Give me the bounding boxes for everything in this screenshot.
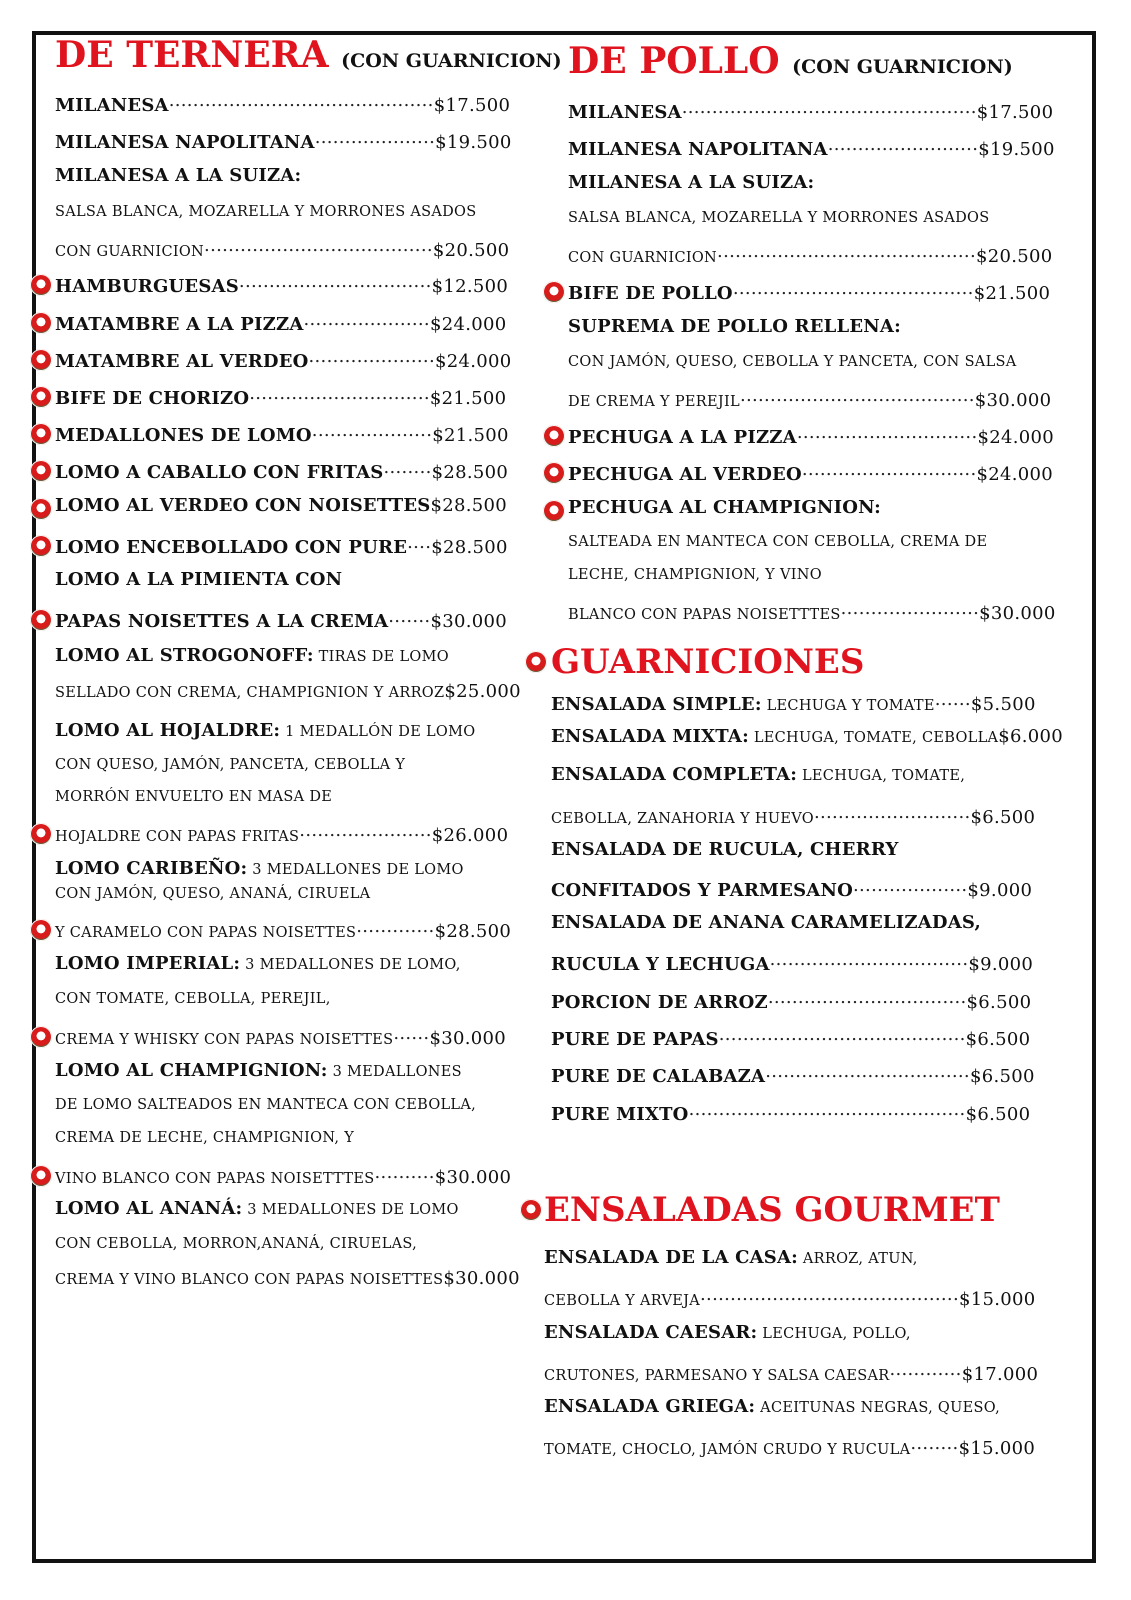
pizza-badge-icon <box>543 500 565 522</box>
item-description: CON QUESO, JAMÓN, PANCETA, CEBOLLA Y <box>55 757 406 773</box>
menu-item-line <box>55 383 506 409</box>
item-price: $17.500 <box>976 102 1054 123</box>
item-price: $28.500 <box>434 921 512 942</box>
dot-leader: ............................................ <box>168 90 434 111</box>
item-description: BLANCO CON PAPAS NOISETTTES <box>568 607 841 623</box>
item-description: CREMA Y WHISKY CON PAPAS NOISETTES <box>55 1032 394 1048</box>
pizza-badge-icon <box>30 1165 52 1187</box>
item-price: $26.000 <box>431 825 509 846</box>
item-name: MATAMBRE A LA PIZZA <box>55 314 304 335</box>
menu-item-line <box>55 1023 506 1049</box>
pizza-badge-icon <box>543 462 565 484</box>
menu-item-line <box>55 883 370 902</box>
dot-leader: ............ <box>889 1359 962 1380</box>
item-price: $28.500 <box>430 495 508 516</box>
ternera-title: DE TERNERA <box>55 34 329 76</box>
item-name: ENSALADA DE RUCULA, CHERRY <box>551 839 899 860</box>
item-price: $19.500 <box>435 132 512 153</box>
dot-leader: ...... <box>934 689 971 710</box>
pizza-badge-icon <box>30 386 52 408</box>
pollo-title: DE POLLO <box>568 40 780 82</box>
pollo-heading <box>568 40 1013 82</box>
menu-item-line <box>568 172 814 193</box>
menu-item-line <box>55 953 461 974</box>
ternera-subtitle: (CON GUARNICION) <box>341 50 562 72</box>
item-price: $12.500 <box>431 276 509 297</box>
dot-leader: ........................................ <box>732 278 974 299</box>
menu-item-line <box>55 1060 462 1081</box>
dot-leader: .......................... <box>813 802 971 823</box>
dot-leader: ...................................... <box>204 235 433 256</box>
item-price: $24.000 <box>977 427 1055 448</box>
menu-item-line <box>568 134 1055 160</box>
item-price: $20.500 <box>975 246 1053 267</box>
item-description: CON JAMÓN, QUESO, CEBOLLA Y PANCETA, CON SALSA <box>568 354 1017 370</box>
menu-item-line <box>568 564 822 583</box>
dot-leader: ........ <box>910 1433 959 1454</box>
item-price: $21.500 <box>973 283 1051 304</box>
dot-leader: ..................... <box>303 309 430 330</box>
item-description: LECHUGA, POLLO, <box>757 1326 911 1342</box>
pizza-badge-icon <box>520 1199 542 1221</box>
pizza-badge-icon <box>30 498 52 520</box>
item-name: BIFE DE POLLO <box>568 283 733 304</box>
pizza-badge-icon <box>30 609 52 631</box>
dot-leader: ....... <box>388 606 431 627</box>
guarniciones-title: GUARNICIONES <box>551 642 865 682</box>
pizza-badge-icon <box>30 1026 52 1048</box>
dot-leader: ................................. <box>769 949 969 970</box>
pizza-badge-icon <box>30 460 52 482</box>
menu-item-line <box>551 726 1063 747</box>
dot-leader: ........................................... <box>717 241 976 262</box>
item-description: 3 MEDALLONES DE LOMO, <box>240 957 461 973</box>
pollo-subtitle: (CON GUARNICION) <box>792 56 1013 78</box>
item-description: LECHUGA, TOMATE, CEBOLLA <box>748 730 999 746</box>
menu-item-line <box>568 598 1056 624</box>
dot-leader: ..................... <box>308 346 435 367</box>
menu-item-line <box>55 420 509 446</box>
menu-item-line <box>55 1268 520 1289</box>
item-price: $30.000 <box>974 390 1052 411</box>
item-name: RUCULA Y LECHUGA <box>551 954 770 975</box>
item-description: TIRAS DE LOMO <box>313 649 449 665</box>
dot-leader: .................... <box>314 127 436 148</box>
menu-item-line <box>568 497 881 518</box>
dot-leader: ................................ <box>238 271 432 292</box>
dot-leader: ....................................... <box>739 385 975 406</box>
dot-leader: .................................. <box>765 1061 970 1082</box>
item-price: $19.500 <box>978 139 1055 160</box>
item-name: LOMO ENCEBOLLADO CON PURE <box>55 537 408 558</box>
item-description: SELLADO CON CREMA, CHAMPIGNION Y ARROZ <box>55 685 445 701</box>
item-description: CON GUARNICION <box>55 244 205 260</box>
item-description: SALTEADA EN MANTECA CON CEBOLLA, CREMA DE <box>568 534 988 550</box>
item-price: $6.500 <box>965 1029 1031 1050</box>
menu-item-line <box>55 346 512 372</box>
item-description: TOMATE, CHOCLO, JAMÓN CRUDO Y RUCULA <box>544 1442 911 1458</box>
item-price: $6.500 <box>965 1104 1031 1125</box>
menu-item-line <box>568 207 989 226</box>
item-price: $30.000 <box>979 603 1056 624</box>
menu-item-line <box>55 988 331 1007</box>
item-price: $28.500 <box>431 462 509 483</box>
item-name: MILANESA A LA SUIZA: <box>55 165 302 186</box>
item-name: PECHUGA AL VERDEO <box>568 464 802 485</box>
menu-item-line <box>55 786 332 805</box>
item-price: $21.500 <box>429 388 507 409</box>
item-price: $21.500 <box>432 425 509 446</box>
menu-item-line <box>551 949 1033 975</box>
dot-leader: ........ <box>383 457 432 478</box>
menu-item-line <box>55 754 405 773</box>
item-description: CON TOMATE, CEBOLLA, PEREJIL, <box>55 991 331 1007</box>
item-price: $6.500 <box>969 1066 1035 1087</box>
item-name: MILANESA A LA SUIZA: <box>568 172 815 193</box>
dot-leader: .... <box>407 532 432 553</box>
dot-leader: ................... <box>853 875 968 896</box>
item-name: MILANESA <box>55 95 169 116</box>
item-name: ENSALADA DE LA CASA: <box>544 1247 798 1268</box>
item-name: CONFITADOS Y PARMESANO <box>551 880 853 901</box>
menu-item-line <box>544 1359 1038 1385</box>
item-price: $24.000 <box>434 351 512 372</box>
menu-item-line <box>55 127 512 153</box>
item-price: $24.000 <box>429 314 507 335</box>
menu-item-line <box>55 235 509 261</box>
item-description: LECHE, CHAMPIGNION, Y VINO <box>568 567 822 583</box>
item-name: ENSALADA SIMPLE: <box>551 694 762 715</box>
menu-item-line <box>568 422 1054 448</box>
item-name: LOMO AL STROGONOFF: <box>55 645 314 666</box>
pizza-badge-icon <box>543 281 565 303</box>
ternera-heading <box>55 34 562 76</box>
dot-leader: ............................. <box>801 459 977 480</box>
item-price: $30.000 <box>430 611 507 632</box>
item-description: DE LOMO SALTEADOS EN MANTECA CON CEBOLLA, <box>55 1097 477 1113</box>
menu-item-line <box>568 278 1050 304</box>
item-description: DE CREMA Y PEREJIL <box>568 394 740 410</box>
item-description: CON GUARNICION <box>568 250 718 266</box>
item-name: BIFE DE CHORIZO <box>55 388 250 409</box>
item-name: MILANESA NAPOLITANA <box>55 132 315 153</box>
menu-item-line <box>544 1284 1036 1310</box>
item-price: $25.000 <box>444 681 521 702</box>
item-price: $15.000 <box>958 1438 1036 1459</box>
pizza-badge-icon <box>30 274 52 296</box>
item-description: VINO BLANCO CON PAPAS NOISETTTES <box>55 1171 375 1187</box>
item-name: ENSALADA CAESAR: <box>544 1322 758 1343</box>
item-name: PECHUGA AL CHAMPIGNION: <box>568 497 881 518</box>
menu-item-line <box>568 241 1053 267</box>
item-price: $28.500 <box>431 537 508 558</box>
menu-item-line <box>544 1396 1000 1417</box>
menu-item-line <box>55 309 507 335</box>
menu-item-line <box>551 802 1035 828</box>
item-name: PORCION DE ARROZ <box>551 992 768 1013</box>
dot-leader: ............. <box>356 916 435 937</box>
item-name: PURE DE CALABAZA <box>551 1066 766 1087</box>
menu-item-line <box>55 165 301 186</box>
item-name: ENSALADA DE ANANA CARAMELIZADAS, <box>551 912 981 933</box>
menu-item-line <box>55 532 508 558</box>
menu-item-line <box>551 689 1036 715</box>
item-name: PURE DE PAPAS <box>551 1029 719 1050</box>
menu-item-line <box>551 912 981 933</box>
item-description: CEBOLLA Y ARVEJA <box>544 1293 701 1309</box>
menu-item-line <box>568 351 1017 370</box>
gourmet-title: ENSALADAS GOURMET <box>544 1190 1000 1230</box>
item-price: $30.000 <box>443 1268 520 1289</box>
menu-item-line <box>55 645 449 666</box>
item-name: LOMO AL VERDEO CON NOISETTES <box>55 495 431 516</box>
item-price: $30.000 <box>429 1028 506 1049</box>
item-name: PAPAS NOISETTES A LA CREMA <box>55 611 389 632</box>
menu-item-line <box>568 316 901 337</box>
item-description: ARROZ, ATUN, <box>798 1251 918 1267</box>
item-name: LOMO AL HOJALDRE: <box>55 720 281 741</box>
dot-leader: ......................................... <box>718 1024 966 1045</box>
dot-leader: .............................................. <box>688 1099 966 1120</box>
item-price: $5.500 <box>970 694 1036 715</box>
pizza-badge-icon <box>543 425 565 447</box>
dot-leader: ................................. <box>767 987 967 1008</box>
dot-leader: ...................... <box>299 820 432 841</box>
item-price: $6.000 <box>998 726 1064 747</box>
item-name: LOMO AL ANANÁ: <box>55 1198 243 1219</box>
menu-item-line <box>55 1233 417 1252</box>
pizza-badge-icon <box>30 823 52 845</box>
item-name: LOMO A LA PIMIENTA CON <box>55 569 343 590</box>
menu-item-line <box>551 1024 1030 1050</box>
menu-item-line <box>55 916 511 942</box>
item-description: SALSA BLANCA, MOZARELLA Y MORRONES ASADOS <box>568 210 990 226</box>
item-name: LOMO IMPERIAL: <box>55 953 241 974</box>
item-price: $17.500 <box>433 95 511 116</box>
menu-item-line <box>55 606 507 632</box>
item-name: MATAMBRE AL VERDEO <box>55 351 309 372</box>
item-description: 1 MEDALLÓN DE LOMO <box>280 724 476 740</box>
item-description: LECHUGA, TOMATE, <box>797 768 966 784</box>
menu-item-line <box>55 820 508 846</box>
menu-item-line <box>551 764 965 785</box>
menu-item-line <box>55 271 508 297</box>
item-name: SUPREMA DE POLLO RELLENA: <box>568 316 901 337</box>
menu-item-line <box>55 1198 459 1219</box>
pizza-badge-icon <box>30 349 52 371</box>
pizza-badge-icon <box>30 423 52 445</box>
menu-item-line <box>568 531 987 550</box>
dot-leader: ......................... <box>827 134 979 155</box>
dot-leader: ................................................. <box>681 97 977 118</box>
dot-leader: .............................. <box>249 383 430 404</box>
item-description: MORRÓN ENVUELTO EN MASA DE <box>55 789 333 805</box>
menu-item-line <box>551 839 899 860</box>
item-name: PECHUGA A LA PIZZA <box>568 427 797 448</box>
menu-item-line <box>55 720 475 741</box>
item-name: MILANESA NAPOLITANA <box>568 139 828 160</box>
item-name: LOMO CARIBEÑO: <box>55 858 248 879</box>
menu-item-line <box>55 1162 511 1188</box>
menu-item-line <box>55 201 476 220</box>
item-name: ENSALADA COMPLETA: <box>551 764 798 785</box>
menu-item-line <box>55 1127 354 1146</box>
menu-item-line <box>55 858 464 879</box>
item-name: LOMO AL CHAMPIGNION: <box>55 1060 328 1081</box>
menu-item-line <box>55 681 521 702</box>
dot-leader: .............................. <box>796 422 978 443</box>
menu-item-line <box>568 97 1053 123</box>
menu-item-line <box>55 90 510 116</box>
dot-leader: .......... <box>374 1162 435 1183</box>
item-name: ENSALADA MIXTA: <box>551 726 749 747</box>
menu-item-line <box>55 495 507 516</box>
item-name: LOMO A CABALLO CON FRITAS <box>55 462 384 483</box>
item-price: $24.000 <box>976 464 1054 485</box>
pizza-badge-icon <box>30 535 52 557</box>
menu-item-line <box>55 569 342 590</box>
item-description: HOJALDRE CON PAPAS FRITAS <box>55 829 300 845</box>
item-description: CON JAMÓN, QUESO, ANANÁ, CIRUELA <box>55 886 371 902</box>
item-description: 3 MEDALLONES DE LOMO <box>242 1202 459 1218</box>
item-name: HAMBURGUESAS <box>55 276 239 297</box>
item-price: $15.000 <box>958 1289 1036 1310</box>
dot-leader: ...... <box>393 1023 430 1044</box>
item-description: LECHUGA Y TOMATE <box>761 698 935 714</box>
item-name: PURE MIXTO <box>551 1104 689 1125</box>
menu-item-line <box>551 875 1032 901</box>
menu-item-line <box>544 1322 911 1343</box>
menu-item-line <box>568 385 1051 411</box>
item-description: CRUTONES, PARMESANO Y SALSA CAESAR <box>544 1368 890 1384</box>
item-description: 3 MEDALLONES DE LOMO <box>247 862 464 878</box>
item-price: $6.500 <box>970 807 1036 828</box>
item-name: ENSALADA GRIEGA: <box>544 1396 756 1417</box>
menu-item-line <box>544 1433 1035 1459</box>
dot-leader: ........................................... <box>700 1284 959 1305</box>
dot-leader: .................... <box>311 420 433 441</box>
item-price: $6.500 <box>966 992 1032 1013</box>
dot-leader: ....................... <box>840 598 980 619</box>
pizza-badge-icon <box>525 651 547 673</box>
item-name: MEDALLONES DE LOMO <box>55 425 312 446</box>
menu-item-line <box>544 1247 918 1268</box>
item-description: 3 MEDALLONES <box>327 1064 462 1080</box>
item-description: SALSA BLANCA, MOZARELLA Y MORRONES ASADOS <box>55 204 477 220</box>
item-description: Y CARAMELO CON PAPAS NOISETTES <box>55 925 357 941</box>
menu-item-line <box>55 1094 476 1113</box>
item-price: $17.000 <box>961 1364 1039 1385</box>
item-price: $9.000 <box>967 880 1033 901</box>
pizza-badge-icon <box>30 919 52 941</box>
item-description: ACEITUNAS NEGRAS, QUESO, <box>755 1400 1000 1416</box>
item-price: $20.500 <box>432 240 510 261</box>
item-price: $30.000 <box>434 1167 512 1188</box>
menu-item-line <box>55 457 508 483</box>
menu-item-line <box>551 1061 1035 1087</box>
menu-item-line <box>568 459 1053 485</box>
item-description: CEBOLLA, ZANAHORIA Y HUEVO <box>551 811 814 827</box>
menu-item-line <box>551 1099 1030 1125</box>
menu-item-line <box>551 987 1031 1013</box>
item-description: CREMA Y VINO BLANCO CON PAPAS NOISETTES <box>55 1272 444 1288</box>
pizza-badge-icon <box>30 312 52 334</box>
item-description: CON CEBOLLA, MORRON,ANANÁ, CIRUELAS, <box>55 1236 418 1252</box>
item-description: CREMA DE LECHE, CHAMPIGNION, Y <box>55 1130 355 1146</box>
item-name: MILANESA <box>568 102 682 123</box>
item-price: $9.000 <box>968 954 1034 975</box>
